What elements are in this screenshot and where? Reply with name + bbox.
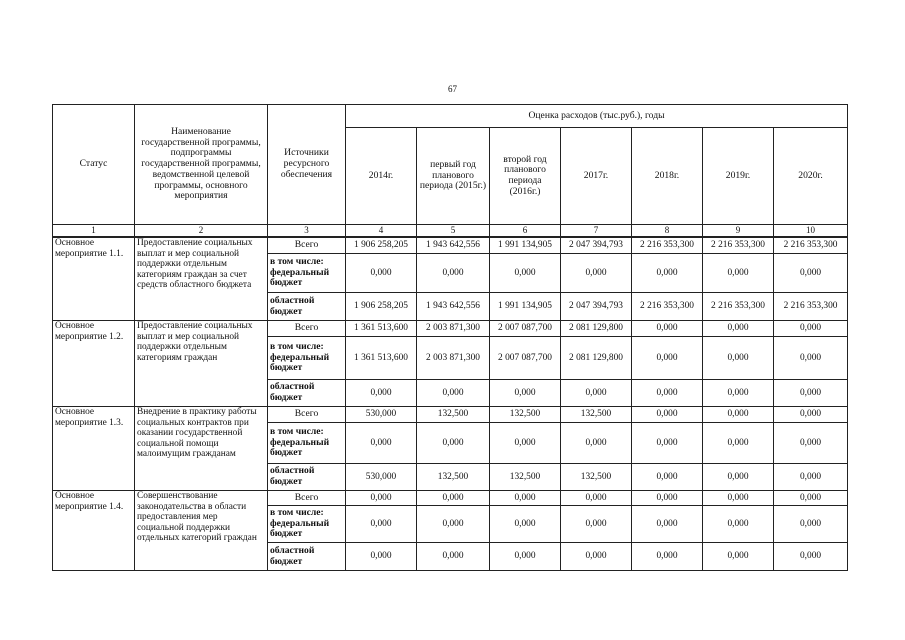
value-cell: 0,000	[703, 380, 774, 407]
value-cell: 1 943 642,556	[417, 293, 490, 321]
header-status: Статус	[53, 105, 135, 225]
source-federal-label	[268, 254, 346, 293]
header-year: 2014г.	[346, 128, 417, 225]
value-cell: 0,000	[632, 506, 703, 543]
value-cell: 0,000	[561, 380, 632, 407]
header-year: 2020г.	[774, 128, 848, 225]
source-federal-prefix: в том числе:	[270, 425, 324, 437]
source-federal-label	[268, 506, 346, 543]
value-cell: 0,000	[561, 506, 632, 543]
value-cell: 0,000	[561, 491, 632, 506]
value-cell: 2 216 353,300	[632, 237, 703, 254]
value-cell: 0,000	[632, 491, 703, 506]
column-index: 10	[774, 225, 848, 238]
header-year: 2017г.	[561, 128, 632, 225]
value-cell: 0,000	[632, 464, 703, 491]
table-row	[53, 237, 848, 254]
value-cell: 0,000	[490, 543, 561, 571]
value-cell: 0,000	[703, 491, 774, 506]
value-cell: 0,000	[632, 337, 703, 380]
value-cell: 1 906 258,205	[346, 293, 417, 321]
value-cell: 1 991 134,905	[490, 293, 561, 321]
activity-name: Предоставление социальных выплат и мер социальной поддержки отдельным категориям граждан	[135, 321, 268, 407]
value-cell: 0,000	[561, 254, 632, 293]
source-regional-label: областной бюджет	[268, 543, 346, 571]
value-cell: 0,000	[417, 423, 490, 464]
value-cell: 1 943 642,556	[417, 237, 490, 254]
column-index-row	[53, 225, 848, 238]
value-cell: 0,000	[417, 380, 490, 407]
value-cell: 2 216 353,300	[774, 293, 848, 321]
value-cell: 0,000	[774, 407, 848, 423]
value-cell: 0,000	[346, 423, 417, 464]
value-cell: 132,500	[490, 407, 561, 423]
value-cell: 132,500	[561, 464, 632, 491]
source-regional-label: областной бюджет	[268, 380, 346, 407]
source-federal-prefix: в том числе:	[270, 506, 324, 518]
value-cell: 0,000	[632, 321, 703, 337]
source-total-label: Всего	[268, 407, 346, 423]
column-index: 4	[346, 225, 417, 238]
source-federal-prefix: в том числе:	[270, 255, 324, 267]
value-cell: 0,000	[703, 254, 774, 293]
activity-name: Внедрение в практику работы социальных контрактов при оказании государственной социальной помощи малоимущим гражданам	[135, 407, 268, 491]
value-cell: 0,000	[632, 407, 703, 423]
value-cell: 0,000	[632, 254, 703, 293]
source-federal-text: федеральный бюджет	[270, 436, 330, 459]
value-cell: 2 003 871,300	[417, 337, 490, 380]
value-cell: 2 007 087,700	[490, 321, 561, 337]
value-cell: 0,000	[417, 543, 490, 571]
value-cell: 2 216 353,300	[632, 293, 703, 321]
value-cell: 0,000	[703, 506, 774, 543]
source-federal-text: федеральный бюджет	[270, 266, 330, 289]
value-cell: 2 216 353,300	[703, 237, 774, 254]
value-cell: 2 047 394,793	[561, 293, 632, 321]
value-cell: 132,500	[490, 464, 561, 491]
value-cell: 2 081 129,800	[561, 321, 632, 337]
value-cell: 0,000	[632, 543, 703, 571]
value-cell: 0,000	[346, 506, 417, 543]
source-total-label: Всего	[268, 491, 346, 506]
value-cell: 0,000	[417, 254, 490, 293]
column-index: 9	[703, 225, 774, 238]
value-cell: 0,000	[703, 543, 774, 571]
header-program-name: Наименование государственной программы, подпрограммы государственной программы, ведомственной целевой программы, основного мероприятия	[135, 105, 268, 225]
value-cell: 0,000	[774, 506, 848, 543]
value-cell: 2 216 353,300	[774, 237, 848, 254]
value-cell: 1 361 513,600	[346, 321, 417, 337]
value-cell: 0,000	[346, 491, 417, 506]
activity-status: Основное мероприятие 1.3.	[53, 407, 135, 491]
table-row	[53, 407, 848, 423]
value-cell: 0,000	[346, 543, 417, 571]
value-cell: 0,000	[417, 491, 490, 506]
value-cell: 0,000	[774, 321, 848, 337]
value-cell: 0,000	[774, 543, 848, 571]
source-total-label: Всего	[268, 237, 346, 254]
value-cell: 0,000	[490, 380, 561, 407]
activity-name: Совершенствование законодательства в области предоставления мер социальной поддержки отдельных категорий граждан	[135, 491, 268, 571]
value-cell: 0,000	[703, 407, 774, 423]
header-year: второй год планового периода (2016г.)	[490, 128, 561, 225]
expenditure-table	[52, 104, 848, 571]
value-cell: 0,000	[774, 380, 848, 407]
value-cell: 2 081 129,800	[561, 337, 632, 380]
value-cell: 0,000	[774, 423, 848, 464]
value-cell: 530,000	[346, 464, 417, 491]
value-cell: 0,000	[490, 423, 561, 464]
value-cell: 0,000	[774, 337, 848, 380]
source-federal-label	[268, 423, 346, 464]
table-row	[53, 321, 848, 337]
header-estimate: Оценка расходов (тыс.руб.), годы	[346, 105, 848, 128]
value-cell: 0,000	[561, 423, 632, 464]
value-cell: 0,000	[490, 491, 561, 506]
value-cell: 530,000	[346, 407, 417, 423]
value-cell: 0,000	[774, 254, 848, 293]
value-cell: 132,500	[417, 407, 490, 423]
value-cell: 0,000	[346, 380, 417, 407]
value-cell: 132,500	[561, 407, 632, 423]
page-number: 67	[448, 84, 457, 94]
source-federal-prefix: в том числе:	[270, 340, 324, 352]
value-cell: 0,000	[703, 464, 774, 491]
source-regional-label: областной бюджет	[268, 464, 346, 491]
column-index: 1	[53, 225, 135, 238]
value-cell: 132,500	[417, 464, 490, 491]
value-cell: 1 991 134,905	[490, 237, 561, 254]
value-cell: 2 007 087,700	[490, 337, 561, 380]
value-cell: 0,000	[703, 321, 774, 337]
value-cell: 0,000	[490, 506, 561, 543]
value-cell: 0,000	[561, 543, 632, 571]
value-cell: 0,000	[346, 254, 417, 293]
header-sources: Источники ресурсного обеспечения	[268, 105, 346, 225]
header-year: 2018г.	[632, 128, 703, 225]
value-cell: 0,000	[703, 423, 774, 464]
value-cell: 0,000	[774, 491, 848, 506]
value-cell: 2 047 394,793	[561, 237, 632, 254]
column-index: 3	[268, 225, 346, 238]
value-cell: 1 361 513,600	[346, 337, 417, 380]
header-year: первый год планового периода (2015г.)	[417, 128, 490, 225]
source-federal-text: федеральный бюджет	[270, 517, 330, 540]
table-row	[53, 491, 848, 506]
source-federal-text: федеральный бюджет	[270, 351, 330, 374]
value-cell: 0,000	[490, 254, 561, 293]
header-year: 2019г.	[703, 128, 774, 225]
value-cell: 0,000	[774, 464, 848, 491]
column-index: 8	[632, 225, 703, 238]
column-index: 6	[490, 225, 561, 238]
value-cell: 0,000	[417, 506, 490, 543]
source-regional-label: областной бюджет	[268, 293, 346, 321]
source-total-label: Всего	[268, 321, 346, 337]
header-row	[53, 105, 848, 128]
value-cell: 1 906 258,205	[346, 237, 417, 254]
value-cell: 2 003 871,300	[417, 321, 490, 337]
activity-status: Основное мероприятие 1.2.	[53, 321, 135, 407]
value-cell: 0,000	[632, 380, 703, 407]
value-cell: 0,000	[703, 337, 774, 380]
value-cell: 2 216 353,300	[703, 293, 774, 321]
column-index: 5	[417, 225, 490, 238]
column-index: 2	[135, 225, 268, 238]
activity-status: Основное мероприятие 1.1.	[53, 237, 135, 321]
activity-status: Основное мероприятие 1.4.	[53, 491, 135, 571]
source-federal-label	[268, 337, 346, 380]
activity-name: Предоставление социальных выплат и мер социальной поддержки отдельным категориям граждан за счет средств областного бюджета	[135, 237, 268, 321]
column-index: 7	[561, 225, 632, 238]
value-cell: 0,000	[632, 423, 703, 464]
